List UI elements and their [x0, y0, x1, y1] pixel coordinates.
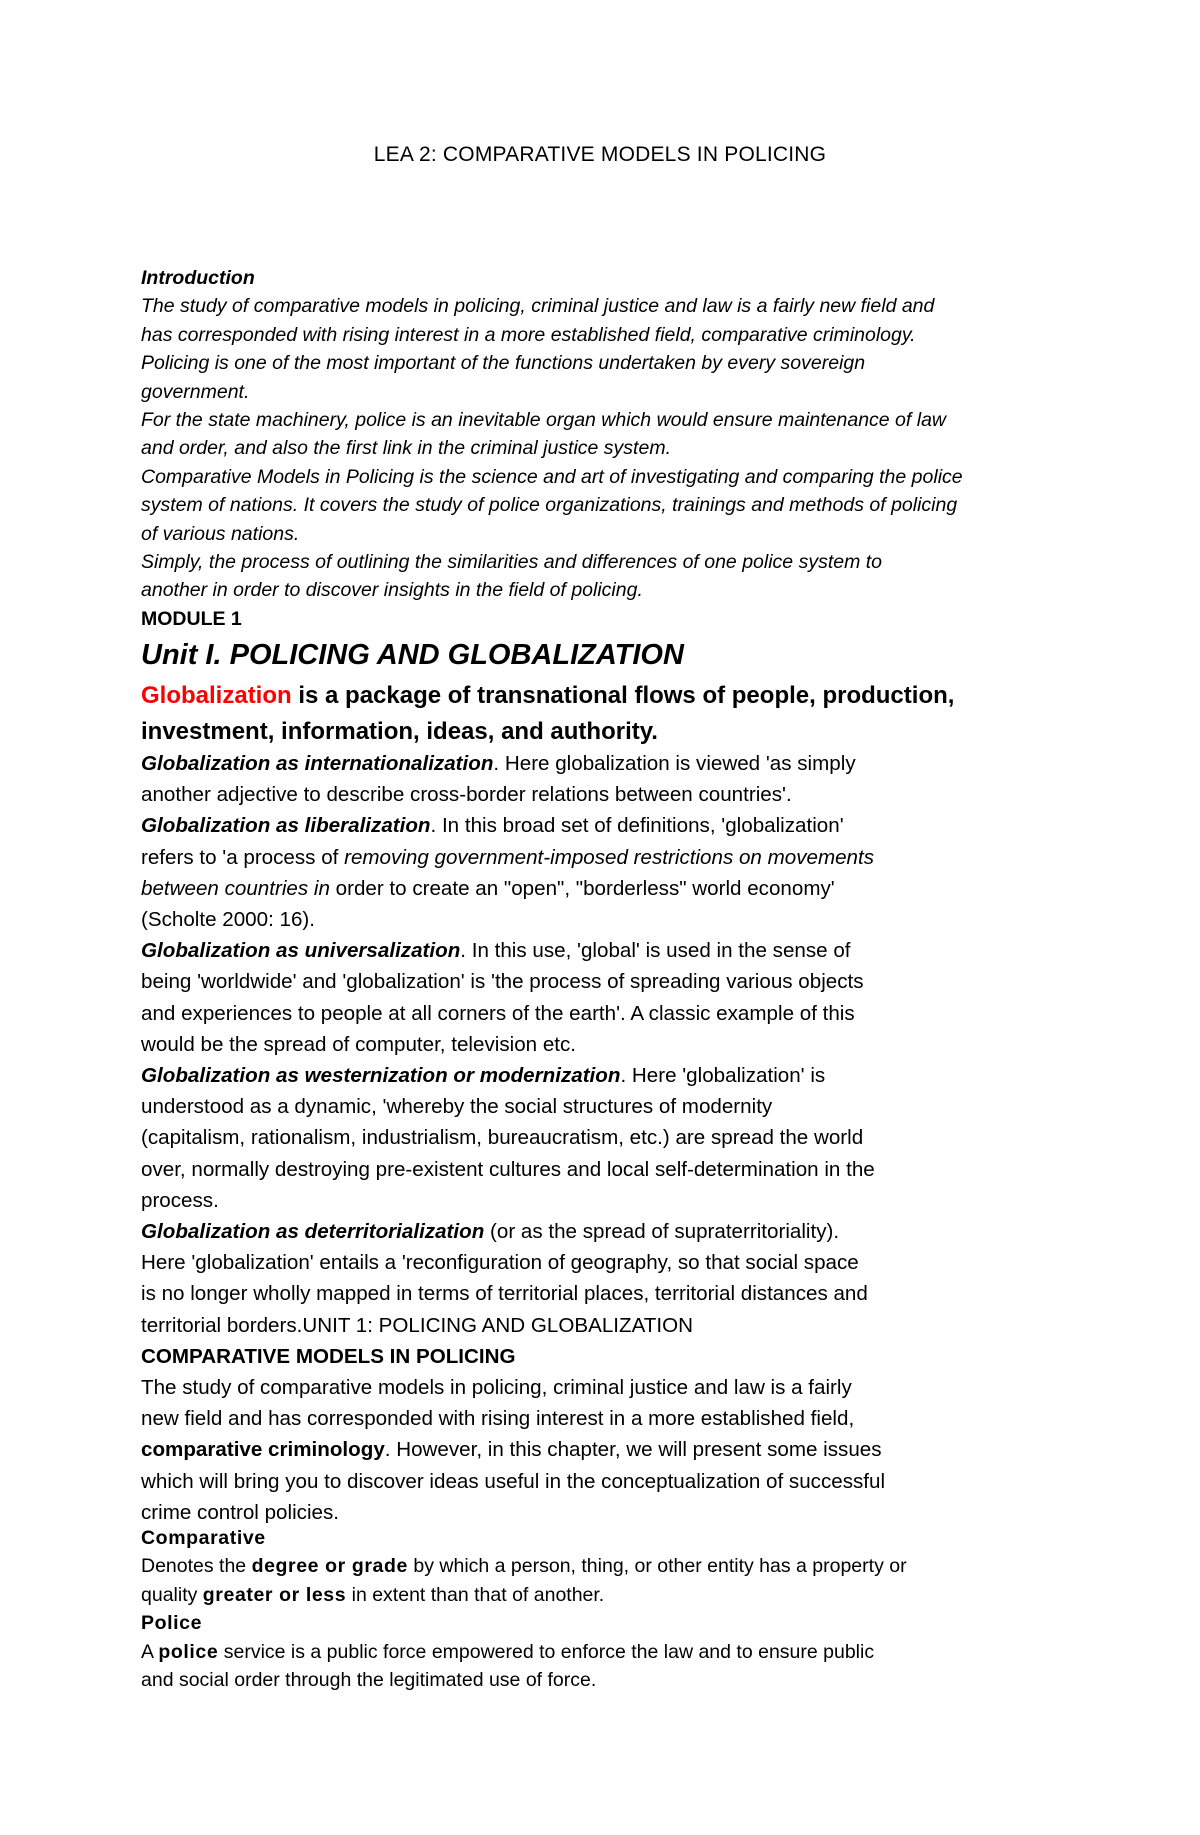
intro-line: another in order to discover insights in the field of policing. — [141, 579, 643, 602]
bold-span: degree or grade — [251, 1555, 408, 1578]
paragraph-line: would be the spread of computer, television etc. — [141, 1032, 577, 1056]
paragraph-line — [141, 1216, 1041, 1247]
deterritorialization-term: Globalization as deterritorialization — [141, 1220, 485, 1244]
paragraph-line — [141, 1552, 1041, 1580]
text-span: . Here 'globalization' is — [620, 1064, 826, 1088]
comparative-models-heading: COMPARATIVE MODELS IN POLICING — [141, 1344, 516, 1368]
text-span: A — [141, 1640, 159, 1663]
intro-line: of various nations. — [141, 522, 300, 545]
text-span: order to create an "open", "borderless" world economy' — [329, 876, 835, 900]
comparative-heading: Comparative — [141, 1527, 266, 1549]
paragraph-line: and social order through the legitimated use of force. — [141, 1669, 597, 1692]
paragraph-line: and experiences to people at all corners of the earth'. A classic example of this — [141, 1001, 855, 1025]
paragraph-line: another adjective to describe cross-border relations between countries'. — [141, 783, 792, 807]
definitions-section — [141, 1524, 1041, 1694]
globalization-term: Globalization — [141, 682, 292, 709]
intro-line: Policing is one of the most important of the functions undertaken by every sovereign — [141, 352, 866, 375]
text-span: . However, in this chapter, we will present some issues — [384, 1438, 882, 1462]
paragraph-line — [141, 810, 1041, 841]
police-heading: Police — [141, 1612, 203, 1635]
paragraph-line: is no longer wholly mapped in terms of territorial places, territorial distances and — [141, 1282, 868, 1306]
paragraph-line — [141, 842, 1041, 873]
text-span: service is a public force empowered to enforce the law and to ensure public — [218, 1640, 875, 1663]
introduction-heading: Introduction — [141, 267, 255, 289]
globalization-definition — [141, 678, 1061, 749]
comparative-criminology-term: comparative criminology — [141, 1438, 385, 1462]
paragraph-line — [141, 1060, 1041, 1091]
paragraph-line — [141, 1581, 1041, 1609]
globalization-def-text: is a package of transnational flows of people, production, — [291, 682, 955, 709]
westernization-term: Globalization as westernization or modernization — [141, 1064, 621, 1088]
globalization-definition-line: investment, information, ideas, and authority. — [141, 717, 658, 745]
text-span: . Here globalization is viewed 'as simply — [493, 752, 856, 775]
text-span: (or as the spread of supraterritoriality). — [484, 1220, 840, 1244]
paragraph-line: The study of comparative models in policing, criminal justice and law is a fairly — [141, 1376, 852, 1400]
paragraph-line: territorial borders.UNIT 1: POLICING AND GLOBALIZATION — [141, 1313, 693, 1337]
paragraph-line — [141, 1434, 1041, 1465]
internationalization-term: Globalization as internationalization — [141, 752, 494, 775]
text-span: Denotes the — [141, 1555, 252, 1578]
text-span: refers to 'a process of — [141, 845, 345, 869]
introduction-section — [141, 264, 1061, 605]
paragraph-line: crime control policies. — [141, 1500, 339, 1524]
intro-line: Simply, the process of outlining the similarities and differences of one police system to — [141, 551, 882, 574]
intro-line: For the state machinery, police is an inevitable organ which would ensure maintenance of law — [141, 409, 946, 432]
paragraph-line: which will bring you to discover ideas useful in the conceptualization of successful — [141, 1469, 886, 1493]
liberalization-term: Globalization as liberalization — [141, 814, 431, 838]
text-span: . In this use, 'global' is used in the sense of — [460, 939, 851, 963]
intro-line: system of nations. It covers the study of police organizations, trainings and methods of policing — [141, 494, 958, 517]
paragraph-line: over, normally destroying pre-existent cultures and local self-determination in the — [141, 1157, 875, 1181]
unit-heading: Unit I. POLICING AND GLOBALIZATION — [141, 639, 684, 671]
intro-line: and order, and also the first link in the criminal justice system. — [141, 437, 671, 460]
paragraph-line: (Scholte 2000: 16). — [141, 908, 316, 932]
bold-span: greater or less — [202, 1583, 347, 1606]
document-title: LEA 2: COMPARATIVE MODELS IN POLICING — [373, 143, 827, 166]
paragraph-line — [141, 748, 1041, 779]
intro-line: The study of comparative models in policing, criminal justice and law is a fairly new field and — [141, 295, 935, 318]
paragraph-line: understood as a dynamic, 'whereby the social structures of modernity — [141, 1095, 773, 1119]
italic-span: removing government-imposed restrictions on movements — [344, 845, 875, 869]
paragraph-line — [141, 873, 1041, 904]
bold-span: police — [158, 1640, 219, 1663]
intro-line: government. — [141, 380, 250, 403]
globalization-definition-line — [141, 678, 1061, 714]
paragraph-line — [141, 935, 1041, 966]
paragraph-line: being 'worldwide' and 'globalization' is 'the process of spreading various objects — [141, 970, 864, 994]
universalization-term: Globalization as universalization — [141, 939, 461, 963]
intro-line: has corresponded with rising interest in a more established field, comparative criminology. — [141, 323, 916, 346]
text-span: . In this broad set of definitions, 'globalization' — [430, 814, 844, 838]
intro-line: Comparative Models in Policing is the science and art of investigating and comparing the police — [141, 465, 963, 488]
paragraph-line: new field and has corresponded with rising interest in a more established field, — [141, 1407, 855, 1431]
paragraph-line: Here 'globalization' entails a 'reconfiguration of geography, so that social space — [141, 1251, 859, 1275]
paragraph-line — [141, 1638, 1041, 1666]
paragraph-line: (capitalism, rationalism, industrialism, bureaucratism, etc.) are spread the world — [141, 1126, 864, 1150]
text-span: quality — [141, 1583, 203, 1606]
text-span: by which a person, thing, or other entity has a property or — [407, 1555, 907, 1578]
module-heading: MODULE 1 — [141, 608, 242, 630]
text-span: in extent than that of another. — [346, 1583, 605, 1606]
italic-span: between countries in — [141, 876, 330, 900]
paragraph-line: process. — [141, 1188, 219, 1212]
globalization-types — [141, 748, 1041, 1528]
